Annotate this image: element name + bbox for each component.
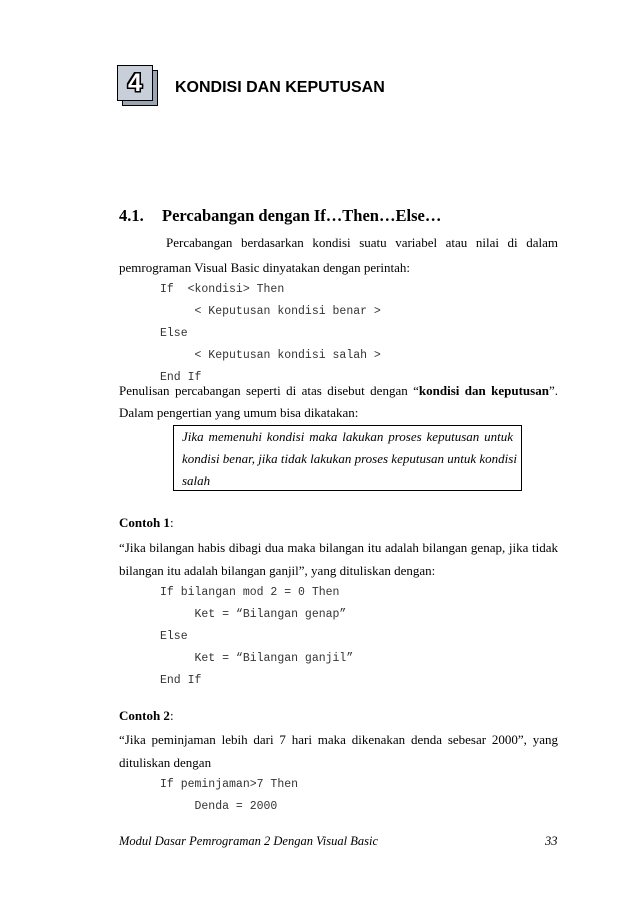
syntax-line-2: < Keputusan kondisi benar > — [160, 305, 381, 318]
example-2-colon: : — [169, 708, 174, 723]
section-title: Percabangan dengan If…Then…Else… — [162, 206, 442, 225]
section-number: 4.1. — [119, 206, 144, 225]
definition-box — [173, 425, 522, 491]
definition-line-2: kondisi benar, jika tidak lakukan proses keputusan untuk kondisi — [182, 451, 517, 466]
footer-title: Modul Dasar Pemrograman 2 Dengan Visual Basic — [119, 834, 379, 848]
intro-line-1: Percabangan berdasarkan kondisi suatu variabel atau nilai di dalam — [166, 235, 558, 250]
syntax-line-3: Else — [160, 327, 188, 340]
badge-box — [117, 65, 153, 101]
example-2-heading — [119, 709, 174, 722]
example-1-heading — [119, 516, 174, 529]
example-2-code-1: If peminjaman>7 Then — [160, 778, 299, 791]
intro-line-2: pemrograman Visual Basic dinyatakan dengan perintah: — [119, 260, 411, 275]
example-2-label: Contoh 2 — [119, 708, 170, 723]
syntax-line-5: End If — [160, 371, 202, 384]
example-2-line-2: dituliskan dengan — [119, 755, 212, 770]
example-1-code-5: End If — [160, 674, 202, 687]
explain-term: kondisi dan keputusan — [418, 383, 549, 398]
definition-line-3: salah — [182, 473, 211, 488]
example-1-code-4: Ket = “Bilangan ganjil” — [160, 652, 354, 665]
explain-text-before: Penulisan percabangan seperti di atas disebut dengan “ — [119, 383, 419, 398]
explain-line-2: Dalam pengertian yang umum bisa dikatakan: — [119, 405, 359, 420]
page-number: 33 — [545, 834, 558, 848]
chapter-number: 4 — [128, 68, 142, 97]
chapter-title: KONDISI DAN KEPUTUSAN — [175, 79, 385, 96]
example-1-code-3: Else — [160, 630, 188, 643]
chapter-number-badge — [117, 65, 158, 106]
definition-line-1: Jika memenuhi kondisi maka lakukan proses keputusan untuk — [182, 429, 513, 444]
explain-line-1 — [119, 384, 558, 397]
explain-text-after: ”. — [548, 383, 558, 398]
example-1-label: Contoh 1 — [119, 515, 170, 530]
syntax-line-4: < Keputusan kondisi salah > — [160, 349, 381, 362]
syntax-line-1: If <kondisi> Then — [160, 283, 285, 296]
example-1-line-2: bilangan itu adalah bilangan ganjil”, yang dituliskan dengan: — [119, 563, 436, 578]
example-1-line-1: “Jika bilangan habis dibagi dua maka bilangan itu adalah bilangan genap, jika tidak — [119, 540, 558, 555]
example-2-line-1: “Jika peminjaman lebih dari 7 hari maka dikenakan denda sebesar 2000”, yang — [119, 732, 558, 747]
example-1-colon: : — [169, 515, 174, 530]
example-2-code-2: Denda = 2000 — [160, 800, 278, 813]
example-1-code-2: Ket = “Bilangan genap” — [160, 608, 347, 621]
example-1-code-1: If bilangan mod 2 = 0 Then — [160, 586, 340, 599]
